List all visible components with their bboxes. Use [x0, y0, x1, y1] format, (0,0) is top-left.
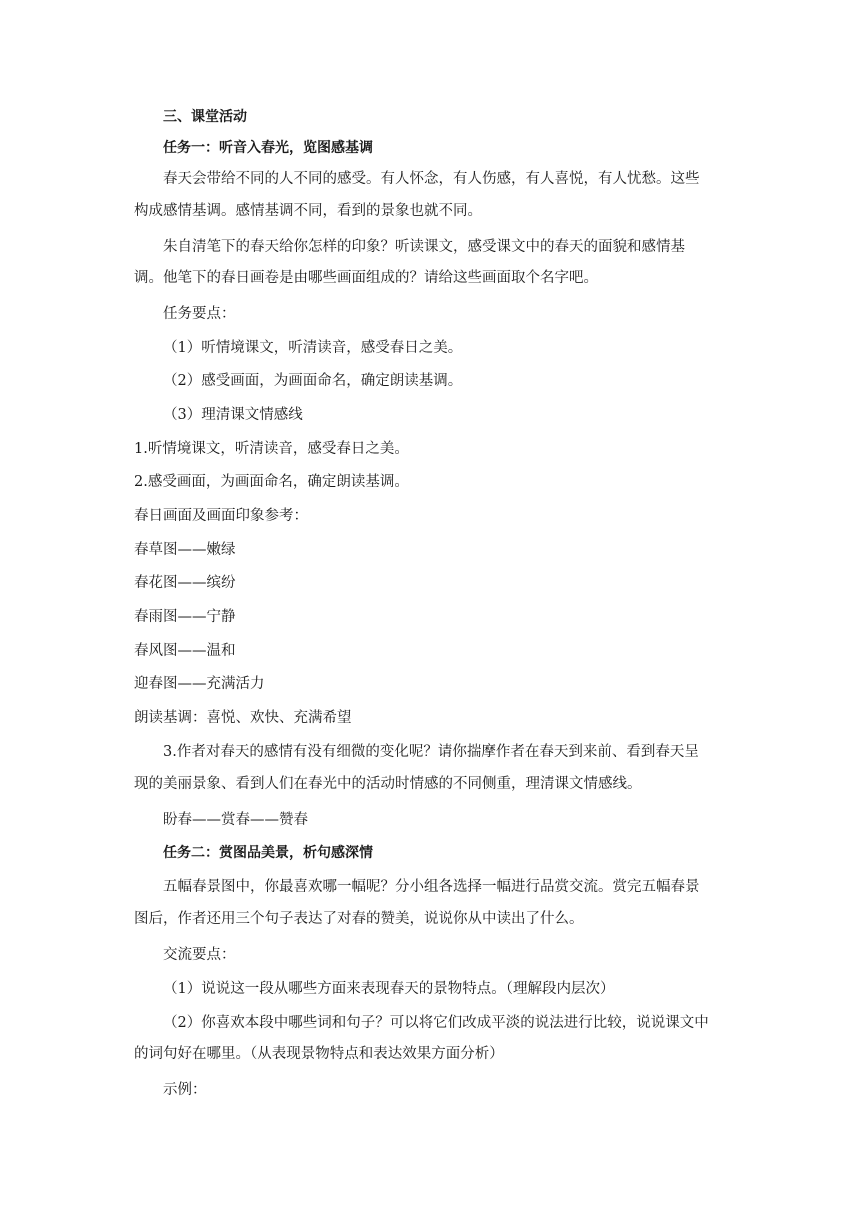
task1-picture-item: 春花图——缤纷	[134, 575, 236, 591]
task2-title: 任务二：赏图品美景，析句感深情	[163, 845, 373, 861]
task1-answer-1: 1.听情境课文，听清读音，感受春日之美。	[134, 441, 409, 457]
task1-title: 任务一：听音入春光，览图感基调	[163, 140, 373, 156]
task1-points-label: 任务要点：	[163, 306, 236, 322]
task1-point-item: （3）理清课文情感线	[163, 407, 303, 423]
task2-point-1: （1）说说这一段从哪些方面来表现春天的景物特点。（理解段内层次）	[163, 981, 615, 997]
task1-question3-line1: 3.作者对春天的感情有没有细微的变化呢？请你揣摩作者在春天到来前、看到春天呈	[163, 744, 699, 760]
task1-picture-item: 迎春图——充满活力	[134, 676, 265, 692]
task1-intro-p2-line1: 朱自清笔下的春天给你怎样的印象？听读课文，感受课文中的春天的面貌和感情基	[163, 239, 685, 255]
task2-points-label: 交流要点：	[163, 947, 236, 963]
task1-question3-line2: 现的美丽景象、看到人们在春光中的活动时情感的不同侧重，理清课文情感线。	[134, 776, 642, 792]
task1-point-item: （2）感受画面，为画面命名，确定朗读基调。	[163, 373, 463, 389]
task2-intro-line1: 五幅春景图中，你最喜欢哪一幅呢？分小组各选择一幅进行品赏交流。赏完五幅春景	[163, 879, 700, 895]
task1-emotion-line: 盼春——赏春——赞春	[163, 812, 308, 828]
task2-example-label: 示例：	[163, 1082, 207, 1098]
task1-reading-tone: 朗读基调：喜悦、欢快、充满希望	[134, 710, 352, 726]
task2-point-2-line2: 的词句好在哪里。（从表现景物特点和表达效果方面分析）	[134, 1046, 504, 1062]
task1-answer-2: 2.感受画面，为画面命名，确定朗读基调。	[134, 474, 409, 490]
task2-point-2-line1: （2）你喜欢本段中哪些词和句子？可以将它们改成平淡的说法进行比较，说说课文中	[163, 1015, 709, 1031]
task1-intro-p2-line2: 调。他笔下的春日画卷是由哪些画面组成的？请给这些画面取个名字吧。	[134, 270, 598, 286]
task2-intro-line2: 图后，作者还用三个句子表达了对春的赞美，说说你从中读出了什么。	[134, 911, 584, 927]
task1-picture-item: 春风图——温和	[134, 643, 236, 659]
task1-pictures-label: 春日画面及画面印象参考：	[134, 508, 308, 524]
task1-picture-item: 春雨图——宁静	[134, 609, 236, 625]
task1-picture-item: 春草图——嫩绿	[134, 542, 236, 558]
task1-intro-p1-line2: 构成感情基调。感情基调不同，看到的景象也就不同。	[134, 203, 482, 219]
section-heading: 三、课堂活动	[163, 109, 247, 125]
task1-intro-p1-line1: 春天会带给不同的人不同的感受。有人怀念，有人伤感，有人喜悦，有人忧愁。这些	[163, 171, 700, 187]
task1-point-item: （1）听情境课文，听清读音，感受春日之美。	[163, 340, 463, 356]
